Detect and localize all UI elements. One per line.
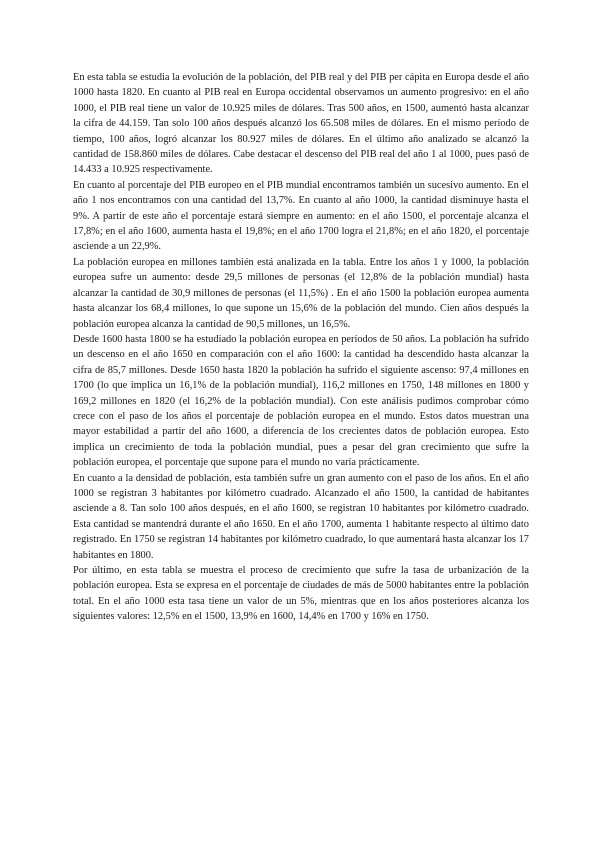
paragraph-pib-real: En esta tabla se estudia la evolución de la población, del PIB real y del PIB per cápita en Europa desde el año 1000 hasta 1820. En cuanto al PIB real en Europa occidental observamos un aumento progresivo: en el año 1000, el PIB real tiene un valor de 10.925 miles de dólares. Tras 500 años, en 1500, aumentó hasta alcanzar la cifra de 44.159. Tan solo 100 años después alcanzó los 65.508 miles de dólares. En el mismo período de tiempo, 100 años, logró alcanzar los 80.927 miles de dólares. En el último año analizado se alcanzó la cantidad de 158.860 miles de dólares. Cabe destacar el descenso del PIB real del año 1 al 1000, pues pasó de 14.433 a 10.925 respectivamente. [73, 72, 529, 176]
paragraph-poblacion-europea: La población europea en millones también está analizada en la tabla. Entre los años 1 y 1000, la población europea sufre un aumento: desde 29,5 millones de personas (el 12,8% de la población mundial) hasta alcanzar la cantidad de 30,9 millones de personas (el 11,5%) . En el año 1500 la población europea aumenta hasta alcanzar los 68,4 millones, lo que supone un 15,6% de la población del mundo. Cien años después la población europea alcanza la cantidad de 90,5 millones, un 16,5%. [73, 256, 529, 330]
paragraph-urbanizacion: Por último, en esta tabla se muestra el proceso de crecimiento que sufre la tasa de urbanización de la población europea. Esta se expresa en el porcentaje de ciudades de más de 5000 habitantes entre la población total. En el año 1000 esta tasa tiene un valor de un 5%, mientras que en los años posteriores alcanza los siguientes valores: 12,5% en el 1500, 13,9% en 1600, 14,4% en 1700 y 16% en 1750. [73, 565, 529, 623]
paragraph-porcentaje-pib: En cuanto al porcentaje del PIB europeo en el PIB mundial encontramos también un sucesivo aumento. En el año 1 nos encontramos con una cantidad del 13,7%. En cuanto al año 1000, la cantidad disminuye hasta el 9%. A partir de este año el porcentaje estará siempre en aumento: en el año 1500, el porcentaje alcanza el 17,8%; en el año 1600, aumenta hasta el 19,8%; en el año 1700 logra el 21,8%; en el año 1820, el porcentaje asciende a un 22,9%. [73, 179, 529, 253]
document-page [73, 70, 529, 625]
paragraph-poblacion-periodos: Desde 1600 hasta 1800 se ha estudiado la población europea en períodos de 50 años. La población ha sufrido un descenso en el año 1650 en comparación con el año 1600: la cantidad ha descendido hasta alcanzar la cifra de 85,7 millones. Desde 1650 hasta 1820 la población ha sufrido el siguiente ascenso: 97,4 millones en 1700 (lo que implica un 16,1% de la población mundial), 116,2 millones en 1750, 148 millones en 1800 y 169,2 millones en 1820 (el 16,2% de la población mundial). Con este análisis pudimos comprobar cómo crece con el paso de los años el porcentaje de población europea en el mundo. Estos datos muestran una mayor estabilidad a partir del año 1600, a diferencia de los crecientes datos de población europea. Esto implica un crecimiento de toda la población mundial, pues a pesar del gran crecimiento que sufre la población europea, el porcentaje que supone para el mundo no varía prácticamente. [73, 333, 529, 469]
paragraph-densidad: En cuanto a la densidad de población, esta también sufre un gran aumento con el paso de los años. En el año 1000 se registran 3 habitantes por kilómetro cuadrado. Alcanzado el año 1500, la cantidad de habitantes asciende a 8. Tan solo 100 años después, en el año 1600, se registran 10 habitantes por kilómetro cuadrado. Esta cantidad se mantendrá durante el año 1650. En el año 1700, aumenta 1 habitante respecto al último dato registrado. En 1750 se registran 14 habitantes por kilómetro cuadrado, lo que aumentará hasta alcanzar los 17 habitantes en 1800. [73, 472, 529, 561]
